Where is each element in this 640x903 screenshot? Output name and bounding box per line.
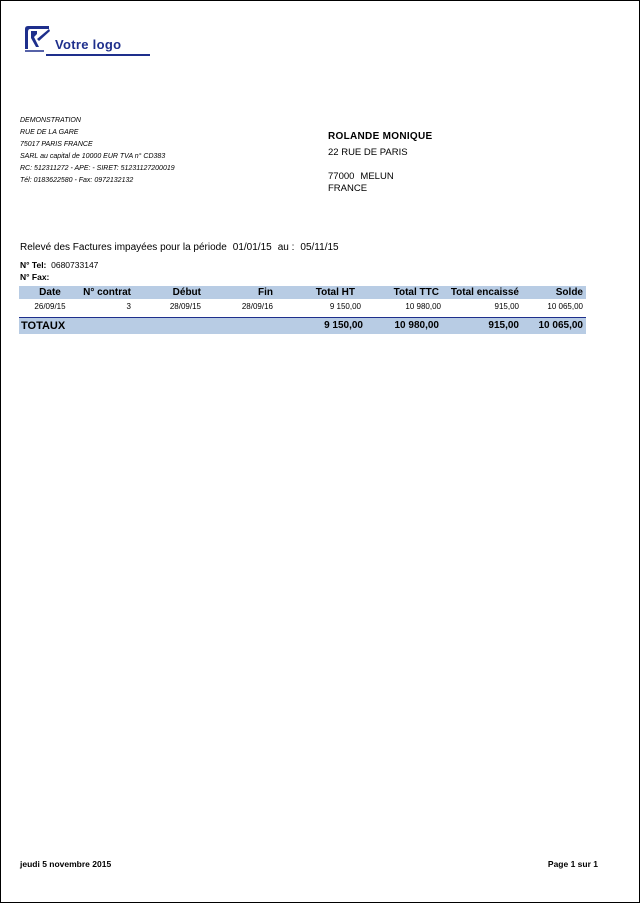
client-city: MELUN — [360, 171, 394, 182]
totals-encaisse: 915,00 — [488, 320, 519, 331]
client-postcode: 77000 — [328, 171, 355, 182]
company-address-block — [20, 115, 175, 187]
company-legal: SARL au capital de 10000 EUR TVA n° CD383 — [20, 153, 166, 160]
totals-label: TOTAUX — [21, 320, 66, 332]
client-name: ROLANDE MONIQUE — [328, 131, 433, 142]
company-logo — [22, 25, 152, 57]
statement-title — [20, 242, 339, 253]
cell-debut: 28/09/15 — [169, 302, 201, 311]
col-header-date: Date — [39, 287, 61, 298]
client-address-block — [328, 131, 433, 195]
cell-total-ht: 9 150,00 — [329, 302, 361, 311]
footer-page-number: Page 1 sur 1 — [547, 859, 598, 869]
statement-from-date: 01/01/15 — [232, 242, 272, 253]
cell-contrat: 3 — [126, 302, 131, 311]
company-contact: Tél: 0183622580 - Fax: 0972132132 — [20, 177, 134, 184]
table-totals-row — [19, 317, 586, 334]
logo-text: Votre logo — [55, 37, 122, 52]
cell-encaisse: 915,00 — [494, 302, 519, 311]
client-city-line — [328, 171, 433, 183]
logo-mark-icon — [22, 25, 52, 53]
footer-date: jeudi 5 novembre 2015 — [20, 859, 112, 869]
statement-to-date: 05/11/15 — [300, 242, 339, 253]
col-header-contrat: N° contrat — [83, 287, 131, 298]
col-header-encaisse: Total encaissé — [450, 287, 519, 298]
invoice-table — [19, 286, 586, 334]
cell-solde: 10 065,00 — [547, 302, 583, 311]
col-header-total-ht: Total HT — [315, 287, 355, 298]
totals-ht: 9 150,00 — [324, 320, 363, 331]
table-row — [19, 299, 586, 314]
cell-fin: 28/09/16 — [241, 302, 273, 311]
company-name: DEMONSTRATION — [20, 117, 81, 124]
client-fax: N° Fax: — [20, 272, 50, 282]
col-header-solde: Solde — [555, 287, 583, 298]
tel-label: N° Tel: — [20, 260, 47, 270]
client-street: 22 RUE DE PARIS — [328, 147, 408, 158]
cell-total-ttc: 10 980,00 — [405, 302, 441, 311]
table-header-row — [19, 286, 586, 299]
statement-to-label: au : — [277, 242, 295, 253]
cell-date: 26/09/15 — [34, 302, 66, 311]
statement-title-text: Relevé des Factures impayées pour la période — [20, 242, 227, 253]
tel-value: 0680733147 — [51, 260, 99, 270]
totals-ttc: 10 980,00 — [394, 320, 439, 331]
company-registration: RC: 512311272 - APE: - SIRET: 51231127200019 — [20, 165, 175, 172]
logo-underline — [46, 54, 150, 56]
company-city: 75017 PARIS FRANCE — [20, 141, 93, 148]
client-tel — [20, 260, 98, 270]
client-country: FRANCE — [328, 183, 368, 194]
col-header-total-ttc: Total TTC — [393, 287, 439, 298]
company-street: RUE DE LA GARE — [20, 129, 79, 136]
totals-solde: 10 065,00 — [538, 320, 583, 331]
col-header-debut: Début — [172, 287, 201, 298]
col-header-fin: Fin — [258, 287, 273, 298]
